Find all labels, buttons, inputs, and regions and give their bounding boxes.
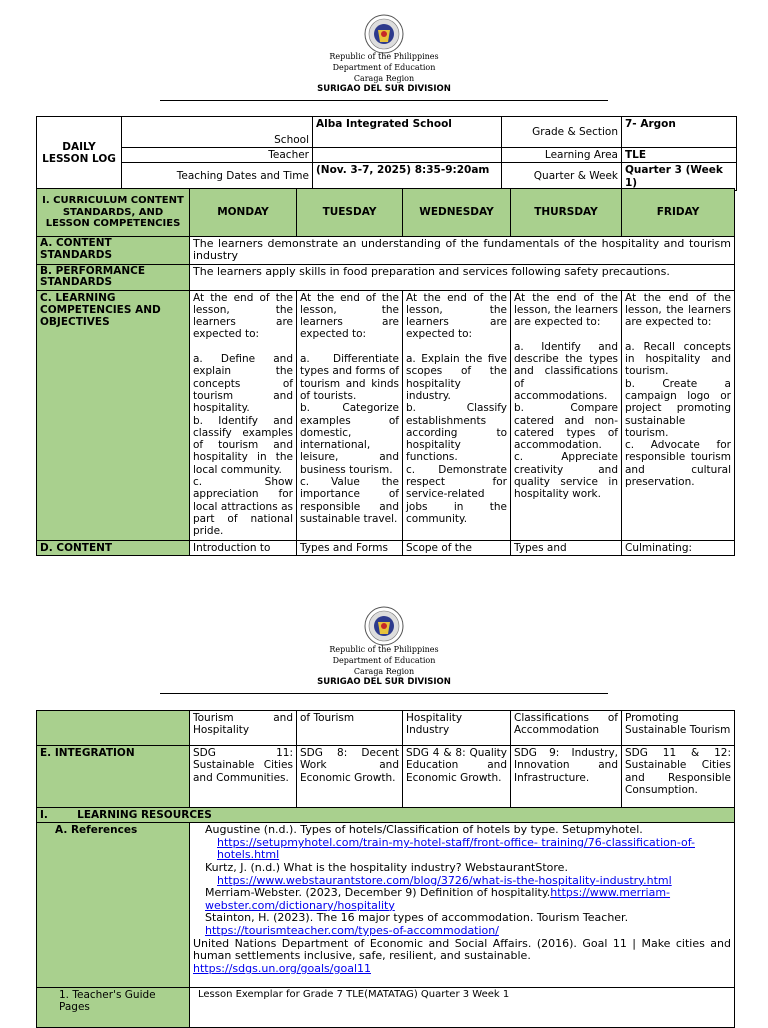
school-label: School <box>122 117 313 148</box>
content-standards-label: A. CONTENT STANDARDS <box>37 237 190 265</box>
content-thursday-part2: Classifications of Accommodation <box>511 711 622 746</box>
info-table <box>36 116 737 191</box>
competencies-monday: At the end of the lesson, the learners are expected to: a. Define and explain the concepts of tourism and hospitality. b. Identify and classify examples of tourism and hospitality in the local community. c. Show appreciation for local attractions as part of national pride. <box>190 290 297 540</box>
quarter-value: Quarter 3 (Week 1) <box>622 163 737 191</box>
integration-label: E. INTEGRATION <box>37 746 190 808</box>
area-value: TLE <box>622 148 737 163</box>
grade-label: Grade & Section <box>502 117 622 148</box>
teacher-label: Teacher <box>122 148 313 163</box>
section-curriculum-header: I. CURRICULUM CONTENT STANDARDS, AND LESSON COMPETENCIES <box>37 189 190 237</box>
content-friday-part1: Culminating: <box>622 540 735 555</box>
competencies-thursday: At the end of the lesson, the learners are expected to: a. Identify and describe the types and classifications of accommodations. b. Compare catered and non-catered types of accommodation. c. Appreciate creativity and quality service in hospitality work. <box>511 290 622 540</box>
performance-standards-text: The learners apply skills in food preparation and services following safety precautions. <box>190 264 735 290</box>
reference-5: United Nations Department of Economic and Social Affairs. (2016). Goal 11 | Make cities and human settlements inclusive, safe, resilient, and sustainable. https://sdgs.un.org/goals/goal11 <box>193 936 731 975</box>
dates-label: Teaching Dates and Time <box>122 163 313 191</box>
competencies-label: C. LEARNING COMPETENCIES AND OBJECTIVES <box>37 290 190 540</box>
teacher-value <box>313 148 502 163</box>
competencies-wednesday: At the end of the lesson, the learners are expected to: a. Explain the five scopes of the hospitality industry. b. Classify establishments according to hospitality functions. c. Demonstrate respect for service-related jobs in the community. <box>403 290 511 540</box>
grade-value: 7- Argon <box>622 117 737 148</box>
header-rule <box>160 100 608 101</box>
content-wednesday-part1: Scope of the <box>403 540 511 555</box>
reference-3-link[interactable]: https://www.merriam-webster.com/dictionary/hospitality <box>205 886 671 912</box>
area-label: Learning Area <box>502 148 622 163</box>
performance-standards-label: B. PERFORMANCE STANDARDS <box>37 264 190 290</box>
lesson-table-page1 <box>36 188 735 556</box>
deped-seal-icon <box>364 14 404 54</box>
letterhead-page2 <box>0 644 768 688</box>
content-monday-part1: Introduction to <box>190 540 297 555</box>
quarter-label: Quarter & Week <box>502 163 622 191</box>
reference-1: Augustine (n.d.). Types of hotels/Classification of hotels by type. Setupmyhotel. <box>205 823 643 837</box>
teachers-guide-text: Lesson Exemplar for Grade 7 TLE(MATATAG) Quarter 3 Week 1 <box>190 988 735 1028</box>
day-monday: MONDAY <box>190 189 297 237</box>
letterhead <box>0 51 768 95</box>
division-line: SURIGAO DEL SUR DIVISION <box>317 677 451 687</box>
school-value: Alba Integrated School <box>313 117 502 148</box>
department-line: Department of Education <box>332 63 436 72</box>
reference-2: Kurtz, J. (n.d.) What is the hospitality industry? WebstaurantStore. <box>205 861 568 875</box>
division-line: SURIGAO DEL SUR DIVISION <box>317 84 451 94</box>
department-line: Department of Education <box>332 656 436 665</box>
references-list <box>190 823 735 988</box>
integration-tuesday: SDG 8: Decent Work and Economic Growth. <box>297 746 403 808</box>
content-monday-part2: Tourism and Hospitality <box>190 711 297 746</box>
dates-value: (Nov. 3-7, 2025) 8:35-9:20am <box>313 163 502 191</box>
references-label: A. References <box>37 823 190 988</box>
reference-3: Merriam-Webster. (2023, December 9) Definition of hospitality.https://www.merriam-webster.com/dictionary/hospitality <box>205 886 671 912</box>
day-thursday: THURSDAY <box>511 189 622 237</box>
integration-friday: SDG 11 & 12: Sustainable Cities and Responsible Consumption. <box>622 746 735 808</box>
republic-line: Republic of the Philippines <box>329 52 439 61</box>
header-rule <box>160 693 608 694</box>
competencies-friday: At the end of the lesson, the learners are expected to: a. Recall concepts in hospitality and tourism. b. Create a campaign logo or project promoting sustainable tourism. c. Advocate for responsible tourism and cultural preservation. <box>622 290 735 540</box>
content-label-continued <box>37 711 190 746</box>
region-line: Caraga Region <box>353 74 415 83</box>
reference-4: Stainton, H. (2023). The 16 major types of accommodation. Tourism Teacher. <box>205 911 629 925</box>
day-wednesday: WEDNESDAY <box>403 189 511 237</box>
lesson-table-page2 <box>36 710 735 1028</box>
content-label: D. CONTENT <box>37 540 190 555</box>
reference-5-link[interactable]: https://sdgs.un.org/goals/goal11 <box>193 961 371 975</box>
integration-thursday: SDG 9: Industry, Innovation and Infrastructure. <box>511 746 622 808</box>
content-tuesday-part1: Types and Forms <box>297 540 403 555</box>
content-standards-text: The learners demonstrate an understanding of the fundamentals of the hospitality and tourism industry <box>190 237 735 265</box>
reference-1-link[interactable]: https://setupmyhotel.com/train-my-hotel-staff/front-office- training/76-classification-of-hotels.html <box>217 835 695 862</box>
integration-monday: SDG 11: Sustainable Cities and Communities. <box>190 746 297 808</box>
day-tuesday: TUESDAY <box>297 189 403 237</box>
dll-title: DAILY LESSON LOG <box>37 117 122 191</box>
deped-seal-icon <box>364 606 404 646</box>
content-tuesday-part2: of Tourism <box>297 711 403 746</box>
teachers-guide-label: 1. Teacher's Guide Pages <box>37 988 190 1028</box>
reference-4-link[interactable]: https://tourismteacher.com/types-of-accommodation/ <box>205 924 499 938</box>
reference-2-link[interactable]: https://www.webstaurantstore.com/blog/3726/what-is-the-hospitality-industry.html <box>217 873 672 887</box>
content-wednesday-part2: Hospitality Industry <box>403 711 511 746</box>
region-line: Caraga Region <box>353 667 415 676</box>
integration-wednesday: SDG 4 & 8: Quality Education and Economic Growth. <box>403 746 511 808</box>
competencies-tuesday: At the end of the lesson, the learners are expected to: a. Differentiate types and forms of tourism and kinds of tourists. b. Categorize examples of domestic, international, leisure, and business tourism. c. Value the importance of responsible and sustainable travel. <box>297 290 403 540</box>
content-thursday-part1: Types and <box>511 540 622 555</box>
learning-resources-header: I. LEARNING RESOURCES <box>37 808 735 823</box>
content-friday-part2: Promoting Sustainable Tourism <box>622 711 735 746</box>
day-friday: FRIDAY <box>622 189 735 237</box>
republic-line: Republic of the Philippines <box>329 645 439 654</box>
